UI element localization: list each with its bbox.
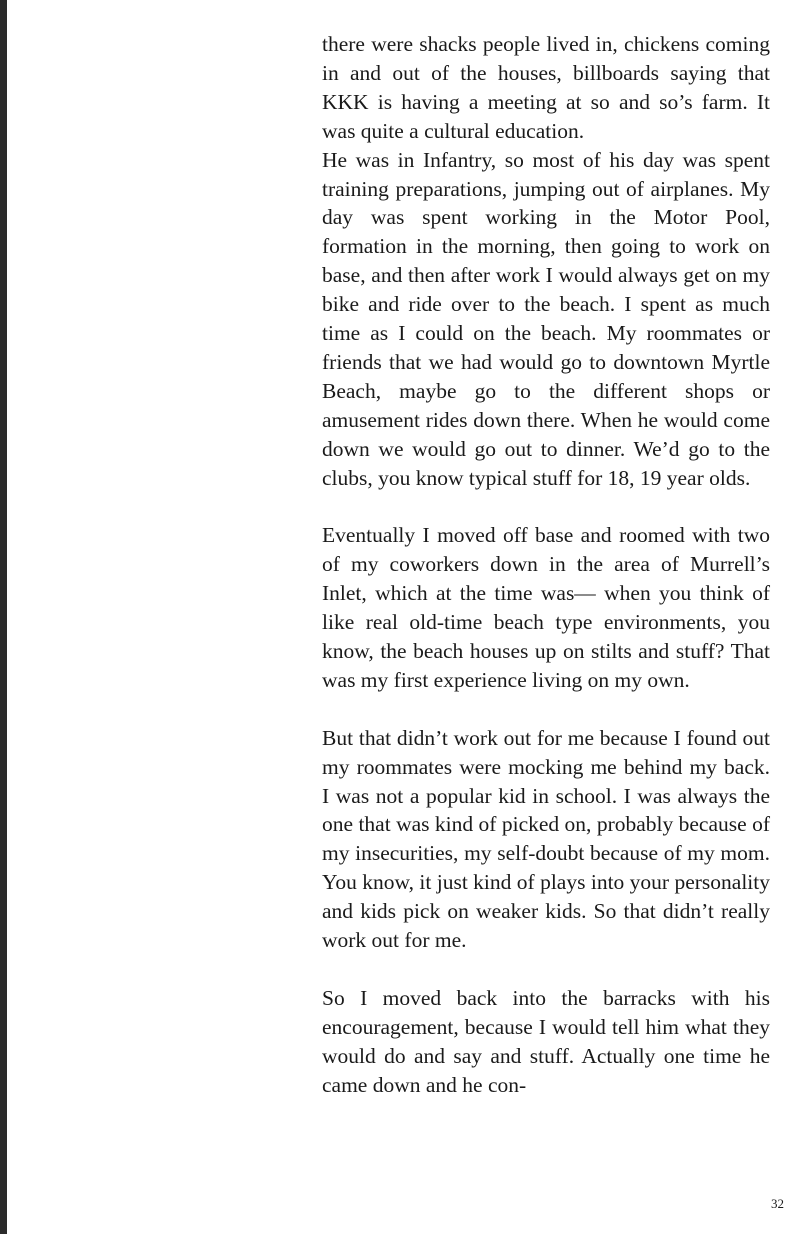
paragraph-2: He was in Infantry, so most of his day was spent training preparations, jumping out of airplanes. My day was spent working in the Motor Pool, formation in the morning, then going to work on base, and then after work I would always get on my bike and ride over to the beach. I spent as much time as I could on the beach. My roommates or friends that we had would go to downtown Myrtle Beach, maybe go to the different shops or amusement rides down there. When he would come down we would go out to dinner. We’d go to the clubs, you know typical stuff for 18, 19 year olds. — [322, 147, 770, 490]
paragraph-4: But that didn’t work out for me because I found out my roommates were mocking me behind my back. I was not a popular kid in school. I was always the one that was kind of picked on, probably because of my insecurities, my self-doubt because of my mom. You know, it just kind of plays into your personality and kids pick on weaker kids. So that didn’t really work out for me. — [322, 725, 770, 953]
page-left-edge — [0, 0, 7, 1234]
paragraph-5: So I moved back into the barracks with his encouragement, because I would tell him what they would do and say and stuff. Actually one time he came down and he con- — [322, 985, 770, 1097]
paragraph-3: Eventually I moved off base and roomed with two of my coworkers down in the area of Murrell’s Inlet, which at the time was— when you think of like real old-time beach type environments, you know, the beach houses up on stilts and stuff? That was my first experience living on my own. — [322, 523, 770, 692]
page-number: 32 — [771, 1196, 784, 1211]
text-column — [322, 30, 770, 1099]
paragraph-1: there were shacks people lived in, chickens coming in and out of the houses, billboards saying that KKK is having a meeting at so and so’s farm. It was quite a cultural education. — [322, 32, 770, 143]
